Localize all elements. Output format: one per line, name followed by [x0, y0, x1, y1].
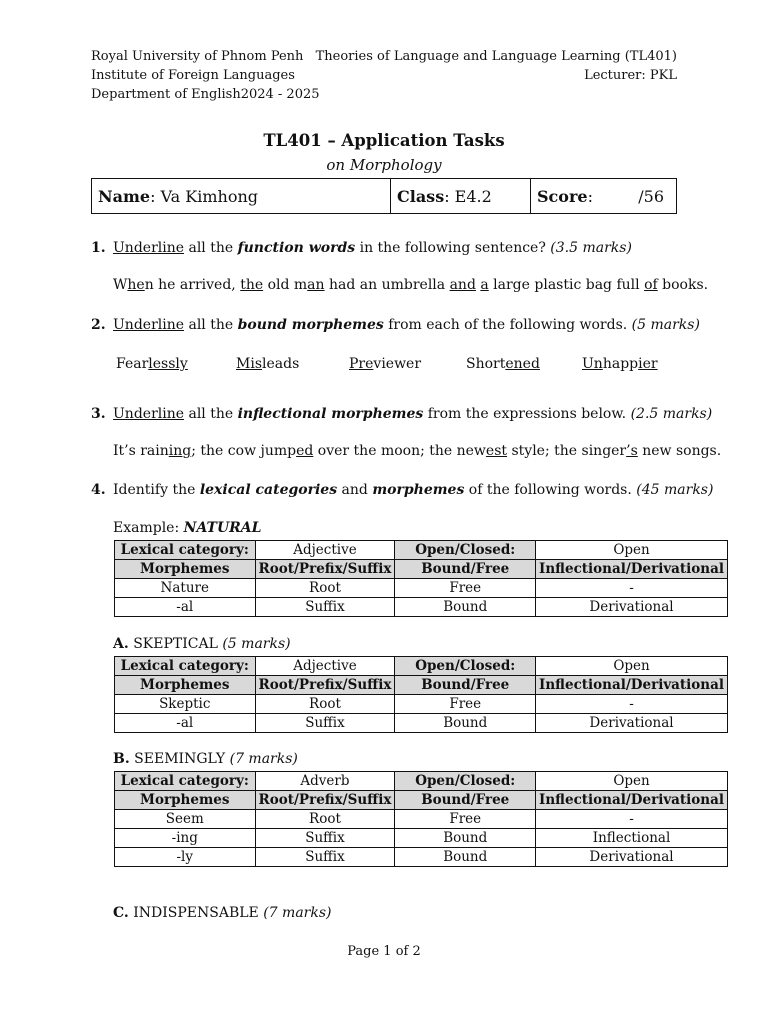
table-cell: Inflectional [536, 829, 728, 848]
table-cell: Suffix [255, 598, 395, 617]
course-name: Theories of Language and Language Learning (TL401) [315, 49, 677, 64]
table-cell: - [536, 695, 728, 714]
q2-word-shortened: Shortened [466, 356, 540, 372]
department-name: Department of English2024 - 2025 [91, 87, 320, 102]
morpheme-table-a [114, 656, 728, 733]
page-subtitle: on Morphology [326, 156, 442, 174]
table-header-cell: Lexical category: [115, 772, 256, 791]
table-cell: Free [395, 810, 536, 829]
q2-instruction: Underline all the bound morphemes from each of the following words. (5 marks) [113, 317, 700, 333]
class-value: : E4.2 [444, 186, 492, 206]
caption-marks: (7 marks) [263, 905, 332, 921]
table-cell: Derivational [536, 598, 728, 617]
q3-sentence: It’s raining; the cow jumped over the moon; the newest style; the singer’s new songs. [113, 443, 722, 459]
table-caption-a [113, 636, 291, 652]
caption-word: SKEPTICAL [133, 636, 218, 652]
table-header-cell: Bound/Free [395, 791, 536, 810]
student-info-box [91, 178, 677, 214]
score-label: Score [537, 186, 588, 206]
q3-number: 3. [91, 406, 106, 422]
class-label: Class [397, 186, 445, 206]
q3-instruction: Underline all the inflectional morphemes from the expressions below. (2.5 marks) [113, 406, 713, 422]
table-cell: - [536, 810, 728, 829]
table-header-cell: Inflectional/Derivational [536, 791, 728, 810]
table-cell: Suffix [255, 714, 395, 733]
table-cell: Bound [395, 848, 536, 867]
course-header [316, 47, 677, 85]
table-cell: Derivational [536, 714, 728, 733]
lecturer: Lecturer: PKL [584, 68, 677, 83]
caption-prefix: Example: [113, 520, 184, 536]
table-row [115, 695, 728, 714]
q1-instruction: Underline all the function words in the following sentence? (3.5 marks) [113, 240, 632, 256]
morpheme-table-b [114, 771, 728, 867]
table-header-cell: Bound/Free [395, 560, 536, 579]
table-header-cell: Root/Prefix/Suffix [255, 791, 395, 810]
name-cell [92, 179, 391, 213]
score-cell [531, 179, 676, 213]
column-header-row [115, 791, 728, 810]
table-row [115, 848, 728, 867]
table-header-cell: Lexical category: [115, 657, 256, 676]
table-cell: Adjective [255, 541, 395, 560]
table-cell: -ing [115, 829, 256, 848]
table-header-cell: Inflectional/Derivational [536, 676, 728, 695]
name-label: Name [98, 186, 151, 206]
table-header-cell: Open/Closed: [395, 657, 536, 676]
caption-marks: (7 marks) [229, 751, 298, 767]
caption-marks: (5 marks) [222, 636, 291, 652]
table-cell: Nature [115, 579, 256, 598]
page-title: TL401 – Application Tasks [263, 131, 505, 150]
caption-word: NATURAL [183, 520, 262, 536]
table-row [115, 579, 728, 598]
column-header-row [115, 560, 728, 579]
table-caption-c [113, 905, 331, 921]
table-row [115, 829, 728, 848]
table-cell: Root [255, 579, 395, 598]
q4-number: 4. [91, 482, 106, 498]
table-cell: Seem [115, 810, 256, 829]
caption-prefix: B. [113, 751, 130, 767]
score-colon: : [587, 186, 593, 206]
table-cell: Bound [395, 829, 536, 848]
q1-number: 1. [91, 240, 106, 256]
caption-word: INDISPENSABLE [133, 905, 259, 921]
class-cell [391, 179, 531, 213]
table-cell: Suffix [255, 829, 395, 848]
column-header-row [115, 676, 728, 695]
category-row [115, 657, 728, 676]
table-header-cell: Morphemes [115, 676, 256, 695]
q2-number: 2. [91, 317, 106, 333]
morpheme-table-example [114, 540, 728, 617]
table-cell: Bound [395, 714, 536, 733]
caption-prefix: C. [113, 905, 129, 921]
name-value: : Va Kimhong [150, 186, 259, 206]
table-cell: - [536, 579, 728, 598]
q4-instruction: Identify the lexical categories and morphemes of the following words. (45 marks) [113, 482, 714, 498]
q2-word-fearlessly: Fearlessly [116, 356, 188, 372]
table-header-cell: Open/Closed: [395, 772, 536, 791]
institution-header [91, 47, 320, 104]
table-cell: Skeptic [115, 695, 256, 714]
table-row [115, 598, 728, 617]
university-name: Royal University of Phnom Penh [91, 49, 304, 64]
q2-word-previewer: Previewer [349, 356, 422, 372]
table-cell: Free [395, 695, 536, 714]
table-cell: Adverb [255, 772, 395, 791]
table-header-cell: Root/Prefix/Suffix [255, 676, 395, 695]
table-cell: Root [255, 810, 395, 829]
table-header-cell: Open/Closed: [395, 541, 536, 560]
category-row [115, 541, 728, 560]
q1-sentence: When he arrived, the old man had an umbrella and a large plastic bag full of books. [113, 277, 709, 293]
table-caption-example [113, 520, 262, 536]
score-total: /56 [638, 186, 664, 206]
table-header-cell: Root/Prefix/Suffix [255, 560, 395, 579]
table-cell: Derivational [536, 848, 728, 867]
table-cell: Bound [395, 598, 536, 617]
table-cell: Root [255, 695, 395, 714]
table-row [115, 810, 728, 829]
caption-word: SEEMINGLY [134, 751, 226, 767]
q2-word-unhappier: Unhappier [582, 356, 658, 372]
table-header-cell: Morphemes [115, 791, 256, 810]
table-cell: -al [115, 598, 256, 617]
table-header-cell: Bound/Free [395, 676, 536, 695]
table-header-cell: Lexical category: [115, 541, 256, 560]
table-cell: -al [115, 714, 256, 733]
table-row [115, 714, 728, 733]
table-header-cell: Morphemes [115, 560, 256, 579]
q2-word-misleads: Misleads [236, 356, 300, 372]
table-cell: -ly [115, 848, 256, 867]
table-header-cell: Inflectional/Derivational [536, 560, 728, 579]
table-cell: Open [536, 541, 728, 560]
institute-name: Institute of Foreign Languages [91, 68, 295, 83]
category-row [115, 772, 728, 791]
table-cell: Suffix [255, 848, 395, 867]
page-footer: Page 1 of 2 [347, 944, 421, 959]
table-cell: Open [536, 657, 728, 676]
table-cell: Adjective [255, 657, 395, 676]
table-cell: Open [536, 772, 728, 791]
table-cell: Free [395, 579, 536, 598]
table-caption-b [113, 751, 298, 767]
caption-prefix: A. [113, 636, 129, 652]
